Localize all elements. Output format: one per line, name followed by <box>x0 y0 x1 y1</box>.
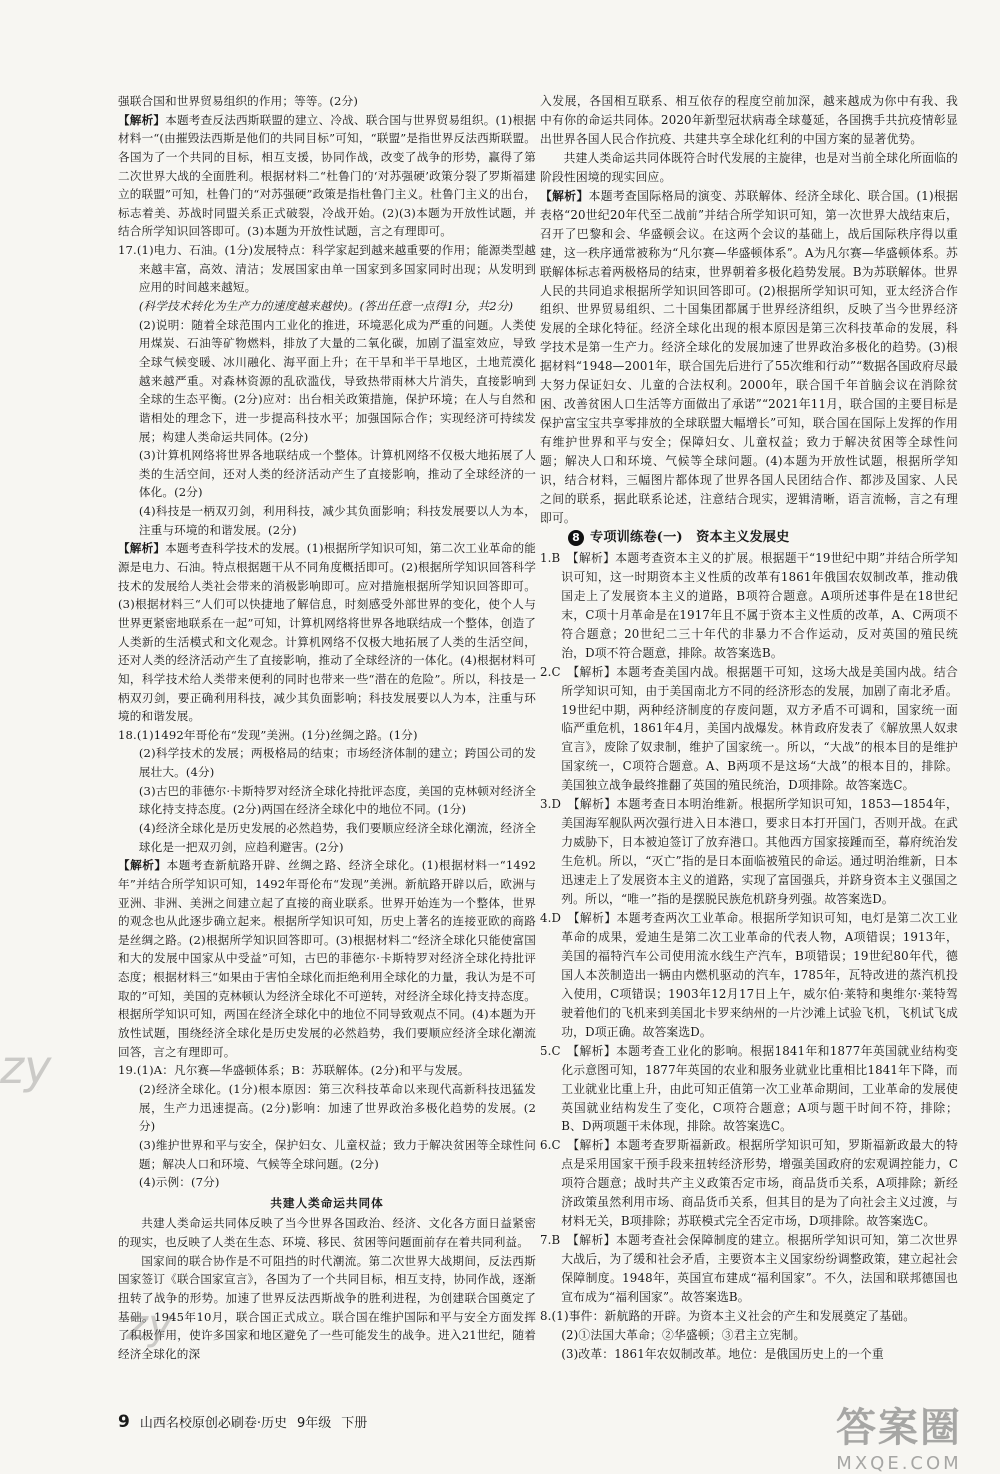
left-column <box>118 92 536 1364</box>
question-answer: 6.C 【解析】本题考查罗斯福新政。根据所学知识可知，罗斯福新政最大的特点是采用国家干预手段来扭转经济形势，增强美国政府的宏观调控能力，C项符合题意；战时共产主义政策否定市场，商品货币关系，A项排除；新经济政策虽然利用市场、商品货币关系，但其目的是为了向社会主义过渡，与材料无关，B项排除；苏联模式完全否定市场，D项排除。故答案选C。 <box>540 1138 958 1229</box>
analysis-tag: 【解析】 <box>540 188 589 203</box>
sub-answer: (2)①法国大革命；②华盛顿；③君主立宪制。 <box>561 1327 806 1342</box>
watermark-logo <box>836 1396 962 1474</box>
grade-label: 9年级 <box>296 1416 332 1431</box>
question-answer: 4.D 【解析】本题考查两次工业革命。根据所学知识可知，电灯是第二次工业革命的成果，爱迪生是第二次工业革命的代表人物，A项错误；1913年，美国的福特汽车公司使用流水线生产汽车，B项错误；19世纪80年代，德国人本茨制造出一辆由内燃机驱动的汽车，1785年，瓦特改进的蒸汽机投入使用，C项错误；1903年12月17日上午，威尔伯·莱特和奥维尔·莱特驾驶着他们的飞机来到美国北卡罗来纳州的一片沙滩上试验飞机，飞机试飞成功，D项正确。故答案选D。 <box>540 910 958 1039</box>
analysis-text: 本题考查科学技术的发展。(1)根据所学知识可知，第二次工业革命的能源是电力、石油。特点根据题干从不同角度概括即可。(2)根据所学知识回答科学技术的发展给人类社会带来的消极影响即可。应对措施根据所学知识回答即可。(3)根据材料三“人们可以快捷地了解信息，时刻感受外部世界的变化，使个人与世界更紧密地联系在一起”可知，计算机网络将世界各地联结成一个整体，创造了人类新的生活模式和文化观念。计算机网络不仅极大地拓展了人类的生活空间，还对人类的经济活动产生了直接影响，推动了全球经济的一体化。(4)根据材料可知，科学技术给人类带来便利的同时也带来一些“潜在的危险”。所以，科技是一柄双刃剑，要正确利用科技，减少其负面影响；科技发展要以人为本，注重与环境的和谐发展。 <box>118 541 537 724</box>
sub-answer: (3)改革：1861年农奴制改革。地位：是俄国历史上的一个重 <box>561 1346 884 1361</box>
section-number-badge: 8 <box>568 530 584 546</box>
section-header <box>568 529 958 548</box>
analysis-tag: 【解析】 <box>118 541 166 556</box>
sub-answer: (2)经济全球化。(1分)根本原因：第三次科技革命以来现代高新科技迅猛发展，生产力迅速提高。(2分)影响：加速了世界政治多极化趋势的发展。(2分) <box>138 1081 536 1134</box>
page-footer <box>118 1412 367 1432</box>
essay-paragraph: 国家间的联合协作是不可阻挡的时代潮流。第二次世界大战期间，反法西斯国家签订《联合国家宣言》，各国为了一个共同目标，相互支持，协同作战，逐渐扭转了战争的形势。加速了世界反法西斯战争的胜利进程，为创建联合国奠定了基础。1945年10月，联合国正式成立。联合国在维护国际和平与安全方面发挥了积极作用，使许多国家和地区避免了一些可能发生的战争。进入21世纪，随着经济全球化的深 <box>118 1253 536 1361</box>
sub-answer: (4)科技是一柄双刃剑，利用科技，减少其负面影响；科技发展要以人为本，注重与环境的和谐发展。(2分) <box>138 504 536 537</box>
question-answer: 19.(1)A：凡尔赛—华盛顿体系；B：苏联解体。(2分)和平与发展。 <box>118 1063 470 1078</box>
continued-text: 强联合国和世界贸易组织的作用；等等。(2分) <box>118 94 359 108</box>
essay-title: 共建人类命运共同体 <box>270 1195 384 1210</box>
essay-paragraph: 共建人类命运共同体反映了当今世界各国政治、经济、文化各方面日益紧密的现实，也反映了人类在生态、环境、移民、贫困等问题面前存在着共同利益。 <box>118 1216 536 1250</box>
question-answer: 3.D 【解析】本题考查日本明治维新。根据所学知识可知，1853—1854年，美国海军舰队两次强行进入日本港口，要求日本打开国门，否则开战。在武力威胁下，日本被迫签订了放弃港口。其他西方国家接踵而至，幕府统治发生危机。所以，“灭亡”指的是日本面临被殖民的命运。通过明治维新，日本迅速走上了发展资本主义的道路，实现了富国强兵，并跻身资本主义强国之列。所以，“唯一”指的是摆脱民族危机跻身列强。故答案选D。 <box>540 797 958 907</box>
essay-paragraph: 共建人类命运共同体既符合时代发展的主旋律，也是对当前全球化所面临的阶段性困境的现实回应。 <box>540 150 958 184</box>
watermark-left-bottom: zy <box>126 1300 173 1349</box>
sub-answer: (4)示例：(7分) <box>138 1175 220 1190</box>
continued-text: 入发展，各国相互联系、相互依存的程度空前加深，越来越成为你中有我、我中有你的命运共同体。2020年新型冠状病毒全球蔓延，各国携手共抗疫情彰显出世界各国人民合作抗疫、共建共享全球化红利的中国方案的显著优势。 <box>540 94 958 146</box>
sub-answer: (3)计算机网络将世界各地联结成一个整体。计算机网络不仅极大地拓展了人类的生活空间，还对人类的经济活动产生了直接影响，推动了全球经济的一体化。(2分) <box>138 448 536 500</box>
right-column <box>540 92 958 1364</box>
analysis-paragraph <box>118 111 536 241</box>
analysis-tag: 【解析】 <box>118 858 167 873</box>
question-answer: 1.B 【解析】本题考查资本主义的扩展。根据题干“19世纪中期”并结合所学知识可知，这一时期资本主义性质的改革有1861年俄国农奴制改革，推动俄国走上了发展资本主义的道路，B项符合题意。A项所述事件是在18世纪末，C项十月革命是在1917年且不属于资本主义性质的改革，A、C两项不符合题意；20世纪二三十年代的非暴力不合作运动，反对英国的殖民统治，D项不符合题意，排除。故答案选B。 <box>540 550 958 660</box>
sub-answer: (2)说明：随着全球范围内工业化的推进，环境恶化成为严重的问题。人类使用煤炭、石油等矿物燃料，排放了大量的二氧化碳，加剧了温室效应，导致全球气候变暖、冰川融化、海平面上升；在干旱和半干旱地区，土地荒漠化越来越严重。对森林资源的乱砍滥伐，导致热带雨林大片消失，直接影响到全球的生态平衡。(2分)应对：出台相关政策措施，保护环境；在人与自然和谐相处的理念下，进一步提高科技水平；加强国际合作；实现经济可持续发展；构建人类命运共同体。(2分) <box>138 317 536 444</box>
question-answer: 5.C 【解析】本题考查工业化的影响。根据1841年和1877年英国就业结构变化示意图可知，1877年英国的农业和服务业就业比重相比1841年下降，而工业就业比重上升，由此可知正值第一次工业革命期间，工业革命的发展使英国就业结构发生了变化，C项符合题意；A项与题干时间不符，排除；B、D两项题干未体现，排除。故答案选C。 <box>540 1043 958 1134</box>
sub-answer: (3)古巴的菲德尔·卡斯特罗对经济全球化持批评态度，美国的克林顿对经济全球化持支持态度。(2分)两国在经济全球化中的地位不同。(1分) <box>138 783 536 817</box>
analysis-paragraph <box>540 187 958 528</box>
sub-answer: (4)经济全球化是历史发展的必然趋势，我们要顺应经济全球化潮流，经济全球化是一把双刃剑，应趋利避害。(2分) <box>138 820 536 854</box>
analysis-tag: 【解析】 <box>118 112 166 127</box>
volume-label: 下册 <box>341 1416 368 1431</box>
sub-answer: (2)科学技术的发展；两极格局的结束；市场经济体制的建立；跨国公司的发展壮大。(4分) <box>138 746 536 780</box>
sub-answer: (3)维护世界和平与安全，保护妇女、儿童权益；致力于解决贫困等全球性问题；解决人口和环境、气候等全球问题。(2分) <box>138 1137 536 1171</box>
question-answer: 17.(1)电力、石油。(1分)发展特点：科学家起到越来越重要的作用；能源类型越来越丰富，高效、清洁；发展国家由单一国家到多国家同时出现；从发明到应用的时间越来越短。 <box>118 243 536 295</box>
question-answer: 18.(1)1492年哥伦布“发现”美洲。(1分)丝绸之路。(1分) <box>118 727 418 742</box>
watermark-logo-text: 答案圈 <box>836 1405 962 1451</box>
watermark-logo-url: MXQE.COM <box>836 1453 962 1474</box>
analysis-text: 本题考查新航路开辟、丝绸之路、经济全球化。(1)根据材料一“1492年”并结合所学知识可知，1492年哥伦布“发现”美洲。新航路开辟以后，欧洲与亚洲、非洲、美洲之间建立起了直接的商业联系。世界开始连为一个整体，世界的观念也从此逐步确立起来。根据所学知识可知，历史上著名的连接亚欧的商路是丝绸之路。(2)根据所学知识回答即可。(3)根据材料二“经济全球化只能使富国和大的发展中国家从中受益”可知，古巴的菲德尔·卡斯特罗对经济全球化持批评态度；根据材料三“如果由于害怕全球化而拒绝利用全球化的力量，我认为是不可取的”可知，美国的克林顿认为经济全球化不可逆转，对经济全球化持支持态度。根据所学知识可知，两国在经济全球化中的地位不同导致观点不同。(4)本题为开放性试题，围绕经济全球化是历史发展的必然趋势，我们要顺应经济全球化潮流回答，言之有理即可。 <box>118 858 536 1059</box>
question-answer: 7.B 【解析】本题考查社会保障制度的建立。根据所学知识可知，第二次世界大战后，为了缓和社会矛盾，主要资本主义国家纷纷调整政策，建立起社会保障制度。1948年，英国宣布建成“福利国家”。不久，法国和联邦德国也宣布成为“福利国家”。故答案选B。 <box>540 1233 958 1305</box>
section-title: 专项训练卷(一) 资本主义发展史 <box>590 529 790 545</box>
book-title: 山西名校原创必刷卷·历史 <box>139 1416 287 1431</box>
question-answer: 2.C 【解析】本题考查美国内战。根据题干可知，这场大战是美国内战。结合所学知识可知，由于美国南北方不同的经济形态的发展，加剧了南北矛盾。19世纪中期，两种经济制度的存废问题，双方矛盾不可调和，国家统一面临严重危机，1861年4月，美国内战爆发。林肯政府发表了《解放黑人奴隶宣言》，废除了奴隶制，维护了国家统一。所以，“大战”的根本目的是维护国家统一，C项符合题意。A、B两项不是这场“大战”的根本目的，排除。美国独立战争最终推翻了英国的殖民统治，D项排除。故答案选C。 <box>540 664 958 793</box>
analysis-text: 本题考查反法西斯联盟的建立、冷战、联合国与世界贸易组织。(1)根据材料一“(由摧毁法西斯是他们的共同目标”可知，“联盟”是指世界反法西斯联盟。各国为了一个共同的目标，相互支援，协同作战，改变了战争的形势，赢得了第二次世界大战的全面胜利。根据材料二“杜鲁门的‘对苏强硬’政策分裂了罗斯福建立的联盟”可知，杜鲁门的“对苏强硬”政策是指杜鲁门主义。杜鲁门主义的出台，标志着美、苏战时同盟关系正式破裂，冷战开始。(2)(3)本题为开放性试题，并结合所学知识回答即可。(3)本题为开放性试题，言之有理即可。 <box>118 112 537 239</box>
watermark-left-mid: zy <box>0 1040 52 1094</box>
question-answer: 8.(1)事件：新航路的开辟。为资本主义社会的产生和发展奠定了基础。 <box>540 1309 916 1323</box>
analysis-paragraph <box>118 856 536 1061</box>
analysis-paragraph <box>118 539 536 725</box>
analysis-text: 本题考查国际格局的演变、苏联解体、经济全球化、联合国。(1)根据表格“20世纪20年代至二战前”并结合所学知识可知，第一次世界大战结束后，召开了巴黎和会、华盛顿会议。在这两个会议的基础上，战后国际秩序得以重建，这一秩序通常被称为“凡尔赛—华盛顿体系”。A为凡尔赛—华盛顿体系。苏联解体标志着两极格局的结束，世界朝着多极化趋势发展。B为苏联解体。世界人民的共同追求根据所学知识回答即可。(2)根据所学知识可知，亚太经济合作组织、世界贸易组织、二十国集团都属于世界经济组织，反映了当今世界经济发展的全球化特征。经济全球化出现的根本原因是第三次科技革命的发展，科学技术是第一生产力。经济全球化的发展加速了世界政治多极化的趋势。(3)根据材料“1948—2001年，联合国先后进行了55次维和行动”“数据各国政府尽最大努力保证妇女、儿童的合法权利。2000年，联合国千年首脑会议在消除贫困、改善贫困人口生活等方面做出了承诺”“2021年11月，联合国的主要目标是保护富宝宝共享零排放的全球联盟大幅增长”可知，联合国在国际上发挥的作用有维护世界和平与安全；保障妇女、儿童权益；致力于解决贫困等全球性问题；解决人口和环境、气候等全球问题。(4)本题为开放性试题，根据所学知识，结合材料，三幅图片都体现了世界各国人民团结合作、都涉及国家、人民之间的联系，据此联系论述，注意结合现实，逻辑清晰，语言流畅，言之有理即可。 <box>540 188 958 525</box>
page-number: 9 <box>118 1412 130 1432</box>
scoring-note: (科学技术转化为生产力的速度越来越快)。(答出任意一点得1分，共2分) <box>138 299 514 314</box>
